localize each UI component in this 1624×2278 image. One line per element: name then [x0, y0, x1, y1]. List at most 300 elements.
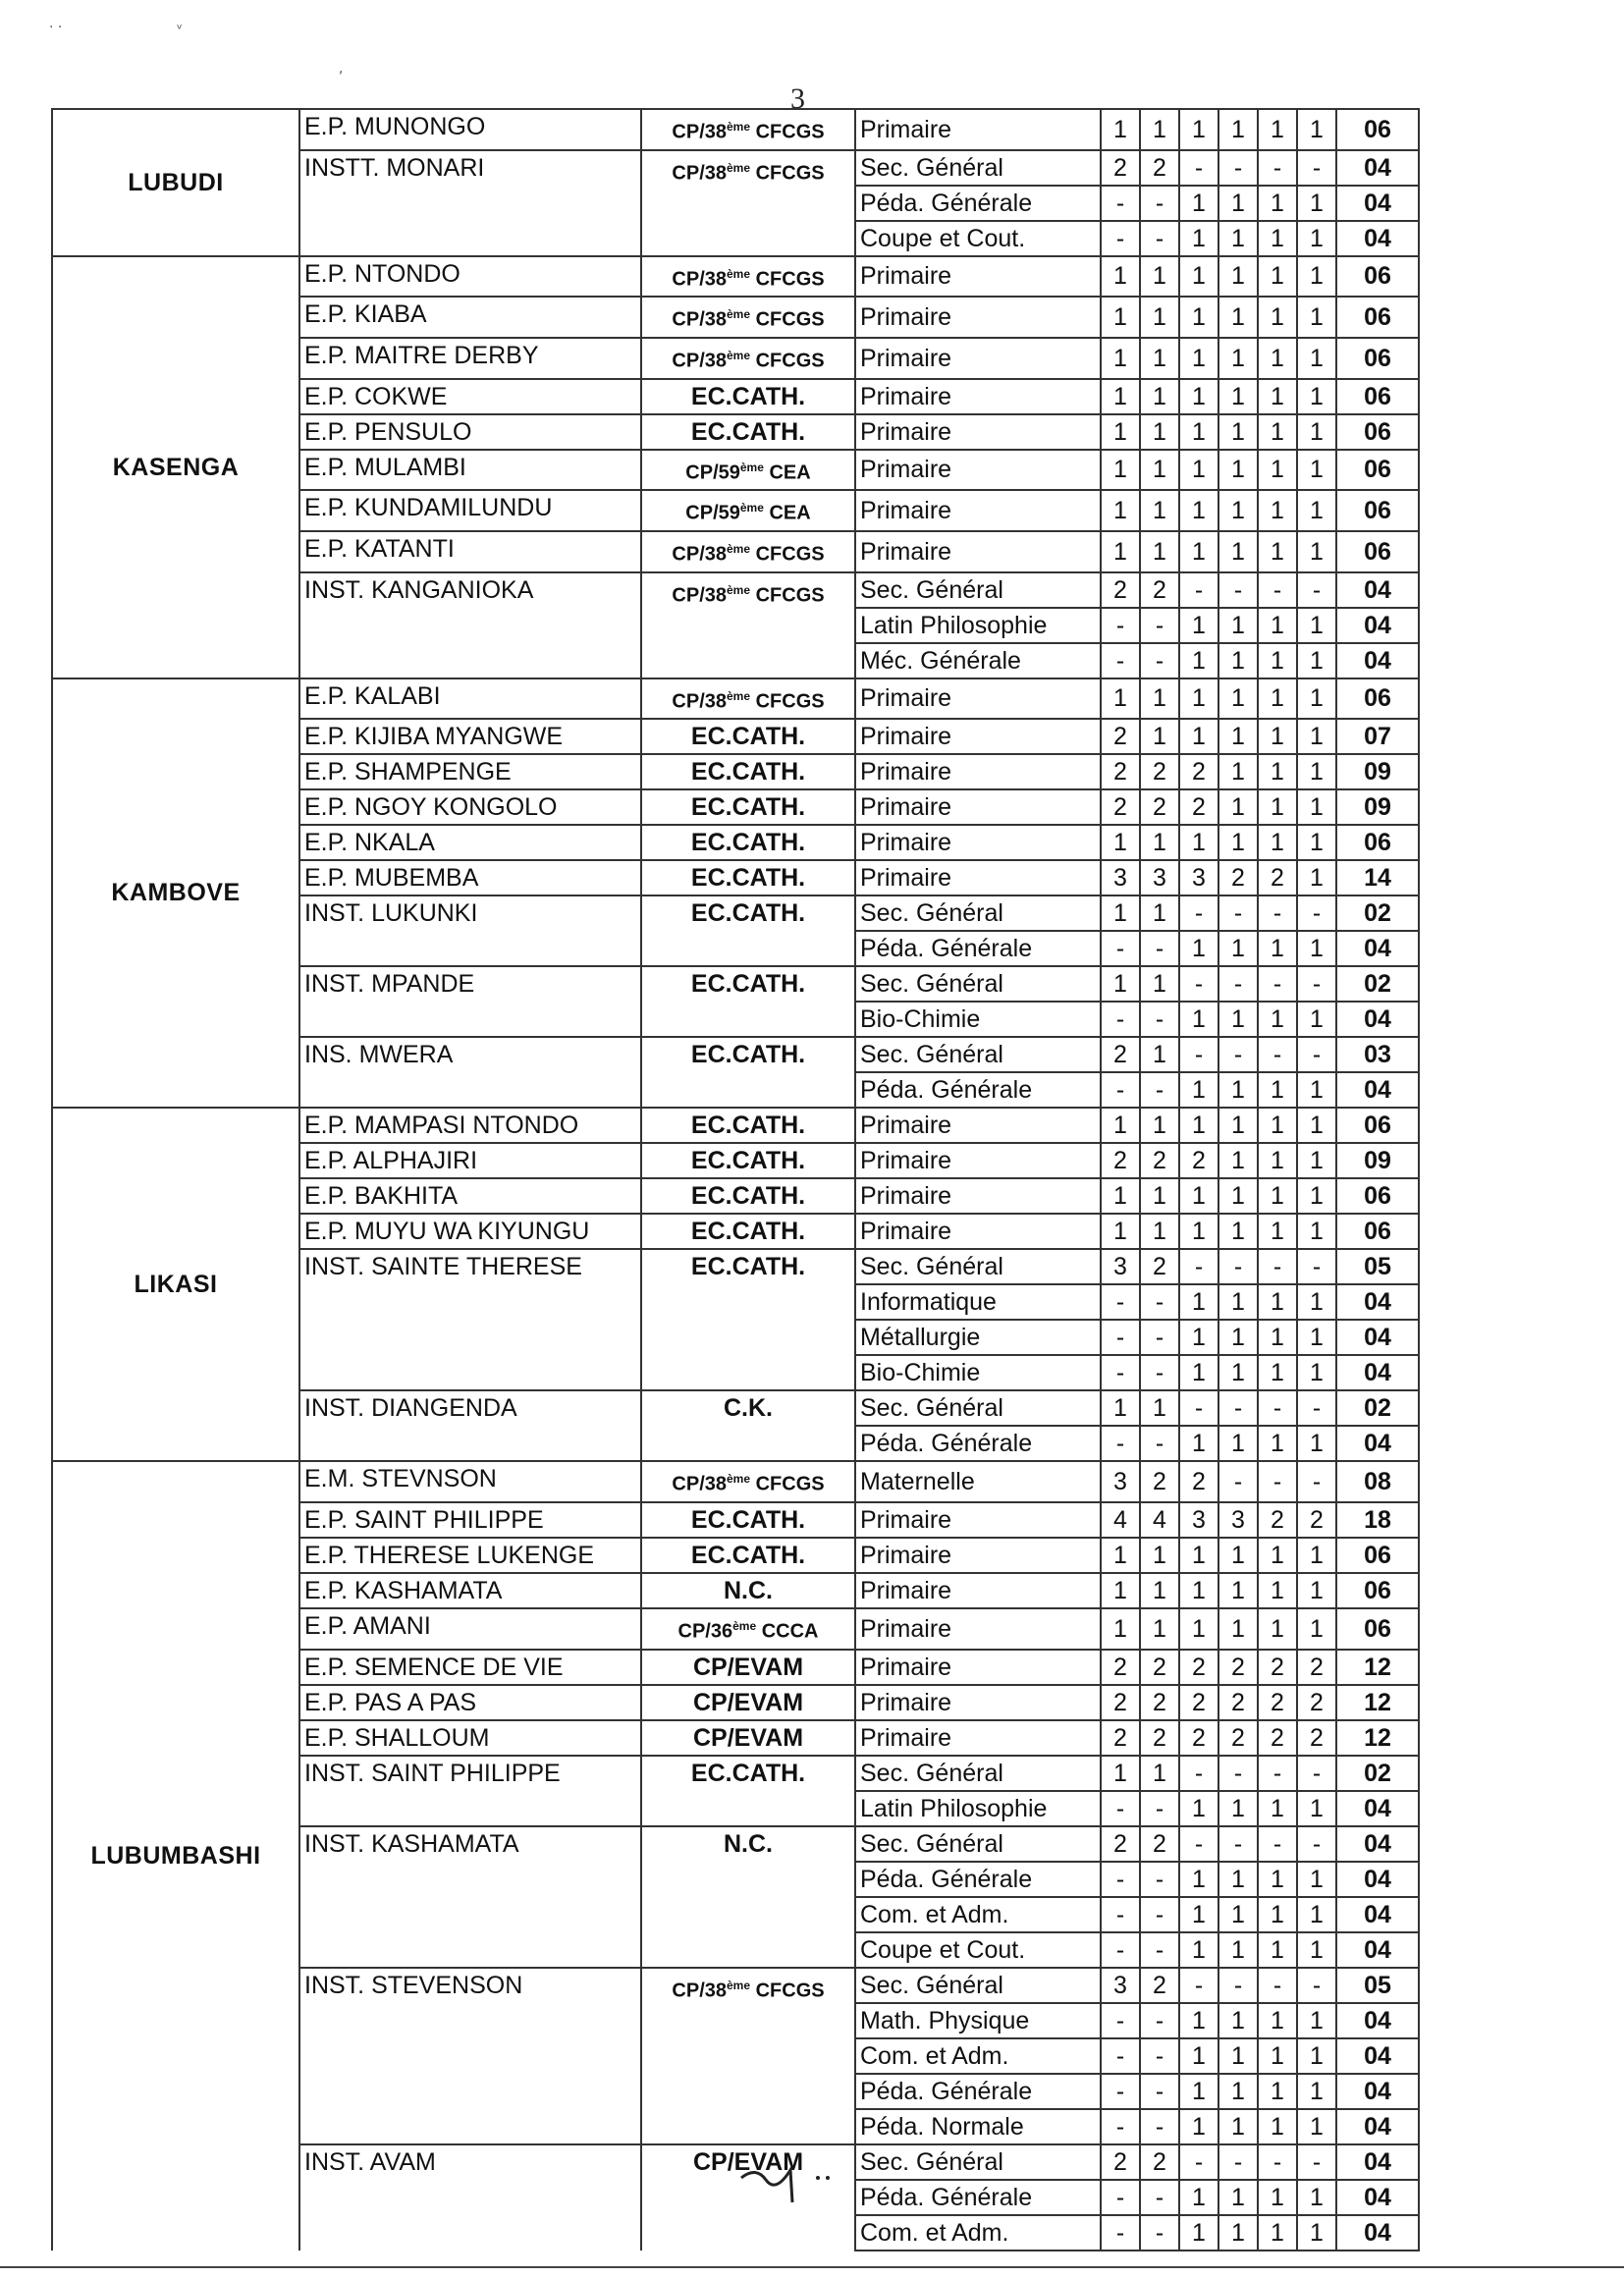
- class-count-cell: 1: [1297, 297, 1336, 338]
- option-cell: Primaire: [855, 297, 1101, 338]
- class-count-cell: 1: [1179, 1108, 1218, 1143]
- class-count-cell: 1: [1258, 1214, 1297, 1249]
- location-cell: KAMBOVE: [52, 678, 299, 1109]
- class-count-cell: 1: [1297, 1143, 1336, 1178]
- option-cell: Primaire: [855, 825, 1101, 860]
- class-count-cell: -: [1101, 2038, 1140, 2074]
- option-cell: Péda. Générale: [855, 2074, 1101, 2109]
- class-count-cell: 2: [1297, 1720, 1336, 1756]
- school-cell: E.M. STEVNSON: [299, 1461, 641, 1502]
- class-count-cell: -: [1258, 1390, 1297, 1426]
- class-count-cell: 1: [1297, 1426, 1336, 1461]
- class-count-cell: -: [1258, 1461, 1297, 1502]
- class-count-cell: 1: [1218, 2038, 1258, 2074]
- school-cell: INST. LUKUNKI: [299, 895, 641, 966]
- class-count-cell: 1: [1218, 789, 1258, 825]
- class-count-cell: -: [1101, 608, 1140, 643]
- total-cell: 06: [1336, 379, 1419, 414]
- option-cell: Bio-Chimie: [855, 1355, 1101, 1390]
- class-count-cell: -: [1101, 221, 1140, 256]
- class-count-cell: 1: [1179, 2180, 1218, 2215]
- class-count-cell: 1: [1297, 1178, 1336, 1214]
- class-count-cell: 1: [1179, 297, 1218, 338]
- class-count-cell: -: [1179, 966, 1218, 1002]
- class-count-cell: -: [1218, 1390, 1258, 1426]
- class-count-cell: -: [1140, 2109, 1179, 2144]
- school-cell: E.P. PENSULO: [299, 414, 641, 450]
- total-cell: 03: [1336, 1037, 1419, 1072]
- total-cell: 12: [1336, 1650, 1419, 1685]
- class-count-cell: -: [1218, 150, 1258, 186]
- class-count-cell: 1: [1258, 186, 1297, 221]
- class-count-cell: -: [1258, 895, 1297, 931]
- total-cell: 04: [1336, 931, 1419, 966]
- class-count-cell: 1: [1140, 256, 1179, 298]
- class-count-cell: -: [1297, 1037, 1336, 1072]
- class-count-cell: -: [1140, 1897, 1179, 1932]
- class-count-cell: 1: [1218, 414, 1258, 450]
- class-count-cell: 1: [1179, 719, 1218, 754]
- class-count-cell: -: [1101, 1791, 1140, 1826]
- class-count-cell: 1: [1218, 2215, 1258, 2251]
- class-count-cell: 1: [1258, 1320, 1297, 1355]
- schools-table: [51, 108, 1420, 2251]
- class-count-cell: 2: [1258, 1720, 1297, 1756]
- class-count-cell: 1: [1258, 297, 1297, 338]
- total-cell: 05: [1336, 1249, 1419, 1284]
- class-count-cell: 1: [1140, 414, 1179, 450]
- option-cell: Primaire: [855, 1720, 1101, 1756]
- class-count-cell: -: [1101, 2003, 1140, 2038]
- school-cell: E.P. ALPHAJIRI: [299, 1143, 641, 1178]
- class-count-cell: 1: [1297, 1072, 1336, 1108]
- class-count-cell: 1: [1218, 2074, 1258, 2109]
- class-count-cell: 1: [1218, 379, 1258, 414]
- school-cell: INST. SAINT PHILIPPE: [299, 1756, 641, 1826]
- option-cell: Sec. Général: [855, 2144, 1101, 2180]
- class-count-cell: -: [1101, 1284, 1140, 1320]
- class-count-cell: 1: [1179, 678, 1218, 720]
- class-count-cell: 1: [1297, 1862, 1336, 1897]
- class-count-cell: 1: [1218, 1573, 1258, 1608]
- school-cell: INST. AVAM: [299, 2144, 641, 2251]
- class-count-cell: -: [1297, 1461, 1336, 1502]
- class-count-cell: 4: [1101, 1502, 1140, 1538]
- class-count-cell: 1: [1258, 109, 1297, 150]
- class-count-cell: 1: [1140, 719, 1179, 754]
- class-count-cell: 1: [1297, 719, 1336, 754]
- table-row: [52, 678, 1419, 720]
- class-count-cell: 2: [1140, 1461, 1179, 1502]
- class-count-cell: 1: [1297, 2109, 1336, 2144]
- class-count-cell: -: [1101, 1355, 1140, 1390]
- class-count-cell: 4: [1140, 1502, 1179, 1538]
- class-count-cell: 1: [1179, 256, 1218, 298]
- class-count-cell: -: [1297, 1968, 1336, 2003]
- class-count-cell: -: [1297, 895, 1336, 931]
- class-count-cell: -: [1101, 1072, 1140, 1108]
- class-count-cell: 1: [1297, 490, 1336, 531]
- total-cell: 06: [1336, 1178, 1419, 1214]
- class-count-cell: 1: [1218, 1214, 1258, 1249]
- class-count-cell: 1: [1258, 789, 1297, 825]
- class-count-cell: -: [1101, 931, 1140, 966]
- option-cell: Primaire: [855, 109, 1101, 150]
- class-count-cell: 1: [1140, 109, 1179, 150]
- class-count-cell: 1: [1179, 2003, 1218, 2038]
- class-count-cell: 1: [1218, 825, 1258, 860]
- class-count-cell: 3: [1179, 860, 1218, 895]
- option-cell: Péda. Générale: [855, 931, 1101, 966]
- total-cell: 12: [1336, 1685, 1419, 1720]
- class-count-cell: 1: [1297, 1355, 1336, 1390]
- class-count-cell: 1: [1258, 719, 1297, 754]
- class-count-cell: 1: [1140, 1390, 1179, 1426]
- class-count-cell: 1: [1101, 338, 1140, 379]
- school-cell: INSTT. MONARI: [299, 150, 641, 256]
- class-count-cell: 2: [1258, 1650, 1297, 1685]
- class-count-cell: -: [1179, 1390, 1218, 1426]
- class-count-cell: -: [1218, 1249, 1258, 1284]
- class-count-cell: 1: [1297, 1932, 1336, 1968]
- class-count-cell: 1: [1258, 1002, 1297, 1037]
- class-count-cell: -: [1258, 966, 1297, 1002]
- class-count-cell: -: [1140, 643, 1179, 678]
- class-count-cell: 1: [1179, 490, 1218, 531]
- option-cell: Primaire: [855, 1608, 1101, 1650]
- total-cell: 06: [1336, 1214, 1419, 1249]
- option-cell: Péda. Générale: [855, 1072, 1101, 1108]
- class-count-cell: 1: [1179, 1573, 1218, 1608]
- class-count-cell: -: [1140, 2038, 1179, 2074]
- table-row: [52, 109, 1419, 150]
- class-count-cell: 2: [1140, 1249, 1179, 1284]
- class-count-cell: 1: [1258, 531, 1297, 572]
- total-cell: 06: [1336, 338, 1419, 379]
- school-cell: INST. STEVENSON: [299, 1968, 641, 2144]
- class-count-cell: 1: [1258, 2109, 1297, 2144]
- class-count-cell: 1: [1179, 1002, 1218, 1037]
- total-cell: 06: [1336, 109, 1419, 150]
- class-count-cell: 1: [1101, 1573, 1140, 1608]
- class-count-cell: 1: [1218, 1002, 1258, 1037]
- class-count-cell: 1: [1258, 1608, 1297, 1650]
- class-count-cell: 2: [1140, 572, 1179, 608]
- class-count-cell: -: [1297, 1826, 1336, 1862]
- total-cell: 04: [1336, 1791, 1419, 1826]
- school-cell: E.P. NGOY KONGOLO: [299, 789, 641, 825]
- class-count-cell: -: [1297, 1390, 1336, 1426]
- class-count-cell: 1: [1179, 1608, 1218, 1650]
- class-count-cell: 1: [1218, 450, 1258, 491]
- organization-cell: CP/59ème CEA: [641, 490, 855, 531]
- class-count-cell: 3: [1101, 1249, 1140, 1284]
- school-cell: INST. KANGANIOKA: [299, 572, 641, 678]
- class-count-cell: 1: [1258, 414, 1297, 450]
- class-count-cell: 1: [1218, 1791, 1258, 1826]
- class-count-cell: 1: [1297, 789, 1336, 825]
- class-count-cell: -: [1140, 1355, 1179, 1390]
- total-cell: 04: [1336, 2003, 1419, 2038]
- total-cell: 04: [1336, 221, 1419, 256]
- class-count-cell: 2: [1140, 1685, 1179, 1720]
- class-count-cell: -: [1140, 1862, 1179, 1897]
- school-cell: E.P. SAINT PHILIPPE: [299, 1502, 641, 1538]
- class-count-cell: 1: [1218, 256, 1258, 298]
- total-cell: 04: [1336, 1320, 1419, 1355]
- class-count-cell: 1: [1101, 825, 1140, 860]
- class-count-cell: 1: [1297, 1320, 1336, 1355]
- class-count-cell: 1: [1218, 1072, 1258, 1108]
- class-count-cell: 1: [1140, 1608, 1179, 1650]
- class-count-cell: 1: [1258, 1072, 1297, 1108]
- option-cell: Primaire: [855, 1108, 1101, 1143]
- school-cell: E.P. MUYU WA KIYUNGU: [299, 1214, 641, 1249]
- option-cell: Primaire: [855, 450, 1101, 491]
- option-cell: Bio-Chimie: [855, 1002, 1101, 1037]
- class-count-cell: 1: [1218, 2003, 1258, 2038]
- option-cell: Primaire: [855, 1685, 1101, 1720]
- class-count-cell: -: [1101, 1320, 1140, 1355]
- option-cell: Primaire: [855, 1502, 1101, 1538]
- table-row: [52, 1461, 1419, 1502]
- total-cell: 09: [1336, 789, 1419, 825]
- class-count-cell: -: [1258, 2144, 1297, 2180]
- class-count-cell: 1: [1297, 450, 1336, 491]
- class-count-cell: 1: [1258, 256, 1297, 298]
- organization-cell: CP/38ème CFCGS: [641, 678, 855, 720]
- class-count-cell: 1: [1297, 338, 1336, 379]
- class-count-cell: -: [1218, 572, 1258, 608]
- class-count-cell: 2: [1140, 1720, 1179, 1756]
- class-count-cell: 1: [1140, 1214, 1179, 1249]
- class-count-cell: 1: [1218, 338, 1258, 379]
- option-cell: Sec. Général: [855, 150, 1101, 186]
- class-count-cell: -: [1258, 572, 1297, 608]
- organization-cell: CP/38ème CFCGS: [641, 338, 855, 379]
- class-count-cell: -: [1140, 608, 1179, 643]
- class-count-cell: 1: [1140, 338, 1179, 379]
- organization-cell: EC.CATH.: [641, 754, 855, 789]
- organization-cell: EC.CATH.: [641, 1108, 855, 1143]
- option-cell: Sec. Général: [855, 895, 1101, 931]
- class-count-cell: 3: [1140, 860, 1179, 895]
- class-count-cell: 1: [1297, 678, 1336, 720]
- class-count-cell: 1: [1218, 1538, 1258, 1573]
- class-count-cell: -: [1140, 1932, 1179, 1968]
- total-cell: 12: [1336, 1720, 1419, 1756]
- option-cell: Sec. Général: [855, 966, 1101, 1002]
- organization-cell: EC.CATH.: [641, 414, 855, 450]
- class-count-cell: 2: [1140, 754, 1179, 789]
- class-count-cell: 2: [1140, 1968, 1179, 2003]
- class-count-cell: 2: [1101, 1720, 1140, 1756]
- school-cell: INS. MWERA: [299, 1037, 641, 1108]
- class-count-cell: 2: [1179, 1143, 1218, 1178]
- class-count-cell: 1: [1179, 608, 1218, 643]
- option-cell: Coupe et Cout.: [855, 1932, 1101, 1968]
- total-cell: 06: [1336, 490, 1419, 531]
- total-cell: 09: [1336, 1143, 1419, 1178]
- total-cell: 04: [1336, 186, 1419, 221]
- organization-cell: EC.CATH.: [641, 789, 855, 825]
- class-count-cell: 1: [1258, 643, 1297, 678]
- class-count-cell: 1: [1297, 1284, 1336, 1320]
- scan-speck: ᵛ: [177, 22, 183, 37]
- organization-cell: CP/EVAM: [641, 1720, 855, 1756]
- class-count-cell: 1: [1258, 931, 1297, 966]
- class-count-cell: -: [1218, 1461, 1258, 1502]
- class-count-cell: 1: [1101, 531, 1140, 572]
- school-cell: E.P. BAKHITA: [299, 1178, 641, 1214]
- class-count-cell: 1: [1140, 450, 1179, 491]
- class-count-cell: -: [1218, 1037, 1258, 1072]
- class-count-cell: -: [1297, 1249, 1336, 1284]
- class-count-cell: 1: [1140, 895, 1179, 931]
- class-count-cell: 2: [1101, 2144, 1140, 2180]
- total-cell: 06: [1336, 531, 1419, 572]
- class-count-cell: 2: [1101, 719, 1140, 754]
- class-count-cell: -: [1101, 1002, 1140, 1037]
- option-cell: Informatique: [855, 1284, 1101, 1320]
- class-count-cell: 1: [1179, 1284, 1218, 1320]
- class-count-cell: -: [1140, 2180, 1179, 2215]
- total-cell: 04: [1336, 1862, 1419, 1897]
- total-cell: 18: [1336, 1502, 1419, 1538]
- class-count-cell: -: [1179, 2144, 1218, 2180]
- class-count-cell: -: [1101, 2074, 1140, 2109]
- class-count-cell: -: [1179, 1037, 1218, 1072]
- option-cell: Péda. Générale: [855, 186, 1101, 221]
- bottom-rule: [0, 2266, 1624, 2268]
- class-count-cell: 1: [1297, 1897, 1336, 1932]
- class-count-cell: 1: [1218, 1143, 1258, 1178]
- school-cell: E.P. NKALA: [299, 825, 641, 860]
- option-cell: Primaire: [855, 1178, 1101, 1214]
- class-count-cell: 1: [1297, 1538, 1336, 1573]
- total-cell: 04: [1336, 1002, 1419, 1037]
- option-cell: Sec. Général: [855, 1390, 1101, 1426]
- option-cell: Primaire: [855, 1538, 1101, 1573]
- organization-cell: EC.CATH.: [641, 825, 855, 860]
- class-count-cell: 1: [1218, 1932, 1258, 1968]
- option-cell: Maternelle: [855, 1461, 1101, 1502]
- organization-cell: N.C.: [641, 1826, 855, 1968]
- organization-cell: EC.CATH.: [641, 860, 855, 895]
- class-count-cell: 1: [1297, 109, 1336, 150]
- class-count-cell: 1: [1101, 1108, 1140, 1143]
- class-count-cell: 1: [1179, 1355, 1218, 1390]
- class-count-cell: -: [1101, 2109, 1140, 2144]
- class-count-cell: 1: [1140, 379, 1179, 414]
- total-cell: 06: [1336, 1608, 1419, 1650]
- class-count-cell: 1: [1179, 414, 1218, 450]
- class-count-cell: -: [1179, 1756, 1218, 1791]
- total-cell: 06: [1336, 825, 1419, 860]
- total-cell: 06: [1336, 414, 1419, 450]
- class-count-cell: 2: [1297, 1650, 1336, 1685]
- class-count-cell: 1: [1218, 109, 1258, 150]
- total-cell: 06: [1336, 256, 1419, 298]
- total-cell: 04: [1336, 1072, 1419, 1108]
- class-count-cell: 1: [1218, 1178, 1258, 1214]
- class-count-cell: 1: [1258, 1932, 1297, 1968]
- class-count-cell: -: [1179, 895, 1218, 931]
- total-cell: 06: [1336, 678, 1419, 720]
- class-count-cell: 2: [1101, 789, 1140, 825]
- signature-mark: [731, 2148, 849, 2207]
- class-count-cell: 1: [1101, 1178, 1140, 1214]
- class-count-cell: 1: [1297, 1573, 1336, 1608]
- class-count-cell: 1: [1297, 1002, 1336, 1037]
- class-count-cell: 1: [1140, 1108, 1179, 1143]
- option-cell: Méc. Générale: [855, 643, 1101, 678]
- class-count-cell: 1: [1218, 186, 1258, 221]
- option-cell: Primaire: [855, 338, 1101, 379]
- class-count-cell: -: [1140, 2074, 1179, 2109]
- option-cell: Primaire: [855, 1143, 1101, 1178]
- school-cell: E.P. NTONDO: [299, 256, 641, 298]
- class-count-cell: 1: [1179, 2109, 1218, 2144]
- class-count-cell: -: [1258, 1037, 1297, 1072]
- school-cell: INST. DIANGENDA: [299, 1390, 641, 1461]
- class-count-cell: -: [1258, 1968, 1297, 2003]
- class-count-cell: -: [1101, 1932, 1140, 1968]
- option-cell: Péda. Normale: [855, 2109, 1101, 2144]
- total-cell: 04: [1336, 1426, 1419, 1461]
- class-count-cell: 3: [1179, 1502, 1218, 1538]
- class-count-cell: -: [1101, 1862, 1140, 1897]
- total-cell: 14: [1336, 860, 1419, 895]
- class-count-cell: 1: [1297, 1108, 1336, 1143]
- option-cell: Péda. Générale: [855, 1426, 1101, 1461]
- class-count-cell: -: [1140, 221, 1179, 256]
- class-count-cell: -: [1140, 1791, 1179, 1826]
- option-cell: Péda. Générale: [855, 2180, 1101, 2215]
- class-count-cell: 2: [1179, 1720, 1218, 1756]
- class-count-cell: -: [1218, 966, 1258, 1002]
- organization-cell: N.C.: [641, 1573, 855, 1608]
- total-cell: 04: [1336, 1932, 1419, 1968]
- school-cell: E.P. MAMPASI NTONDO: [299, 1108, 641, 1143]
- option-cell: Coupe et Cout.: [855, 221, 1101, 256]
- option-cell: Primaire: [855, 531, 1101, 572]
- class-count-cell: 1: [1297, 256, 1336, 298]
- class-count-cell: 2: [1179, 1685, 1218, 1720]
- total-cell: 04: [1336, 2180, 1419, 2215]
- school-cell: E.P. KIABA: [299, 297, 641, 338]
- option-cell: Primaire: [855, 789, 1101, 825]
- class-count-cell: -: [1218, 1968, 1258, 2003]
- school-cell: E.P. PAS A PAS: [299, 1685, 641, 1720]
- class-count-cell: -: [1140, 1426, 1179, 1461]
- class-count-cell: 1: [1179, 531, 1218, 572]
- class-count-cell: 2: [1140, 2144, 1179, 2180]
- class-count-cell: 1: [1258, 338, 1297, 379]
- option-cell: Sec. Général: [855, 572, 1101, 608]
- class-count-cell: 1: [1140, 531, 1179, 572]
- class-count-cell: 1: [1258, 2038, 1297, 2074]
- class-count-cell: -: [1140, 2003, 1179, 2038]
- location-cell: KASENGA: [52, 256, 299, 678]
- class-count-cell: 1: [1101, 297, 1140, 338]
- class-count-cell: 1: [1179, 1862, 1218, 1897]
- class-count-cell: 2: [1218, 1685, 1258, 1720]
- class-count-cell: 1: [1179, 825, 1218, 860]
- option-cell: Primaire: [855, 754, 1101, 789]
- class-count-cell: 2: [1140, 789, 1179, 825]
- class-count-cell: 1: [1218, 2180, 1258, 2215]
